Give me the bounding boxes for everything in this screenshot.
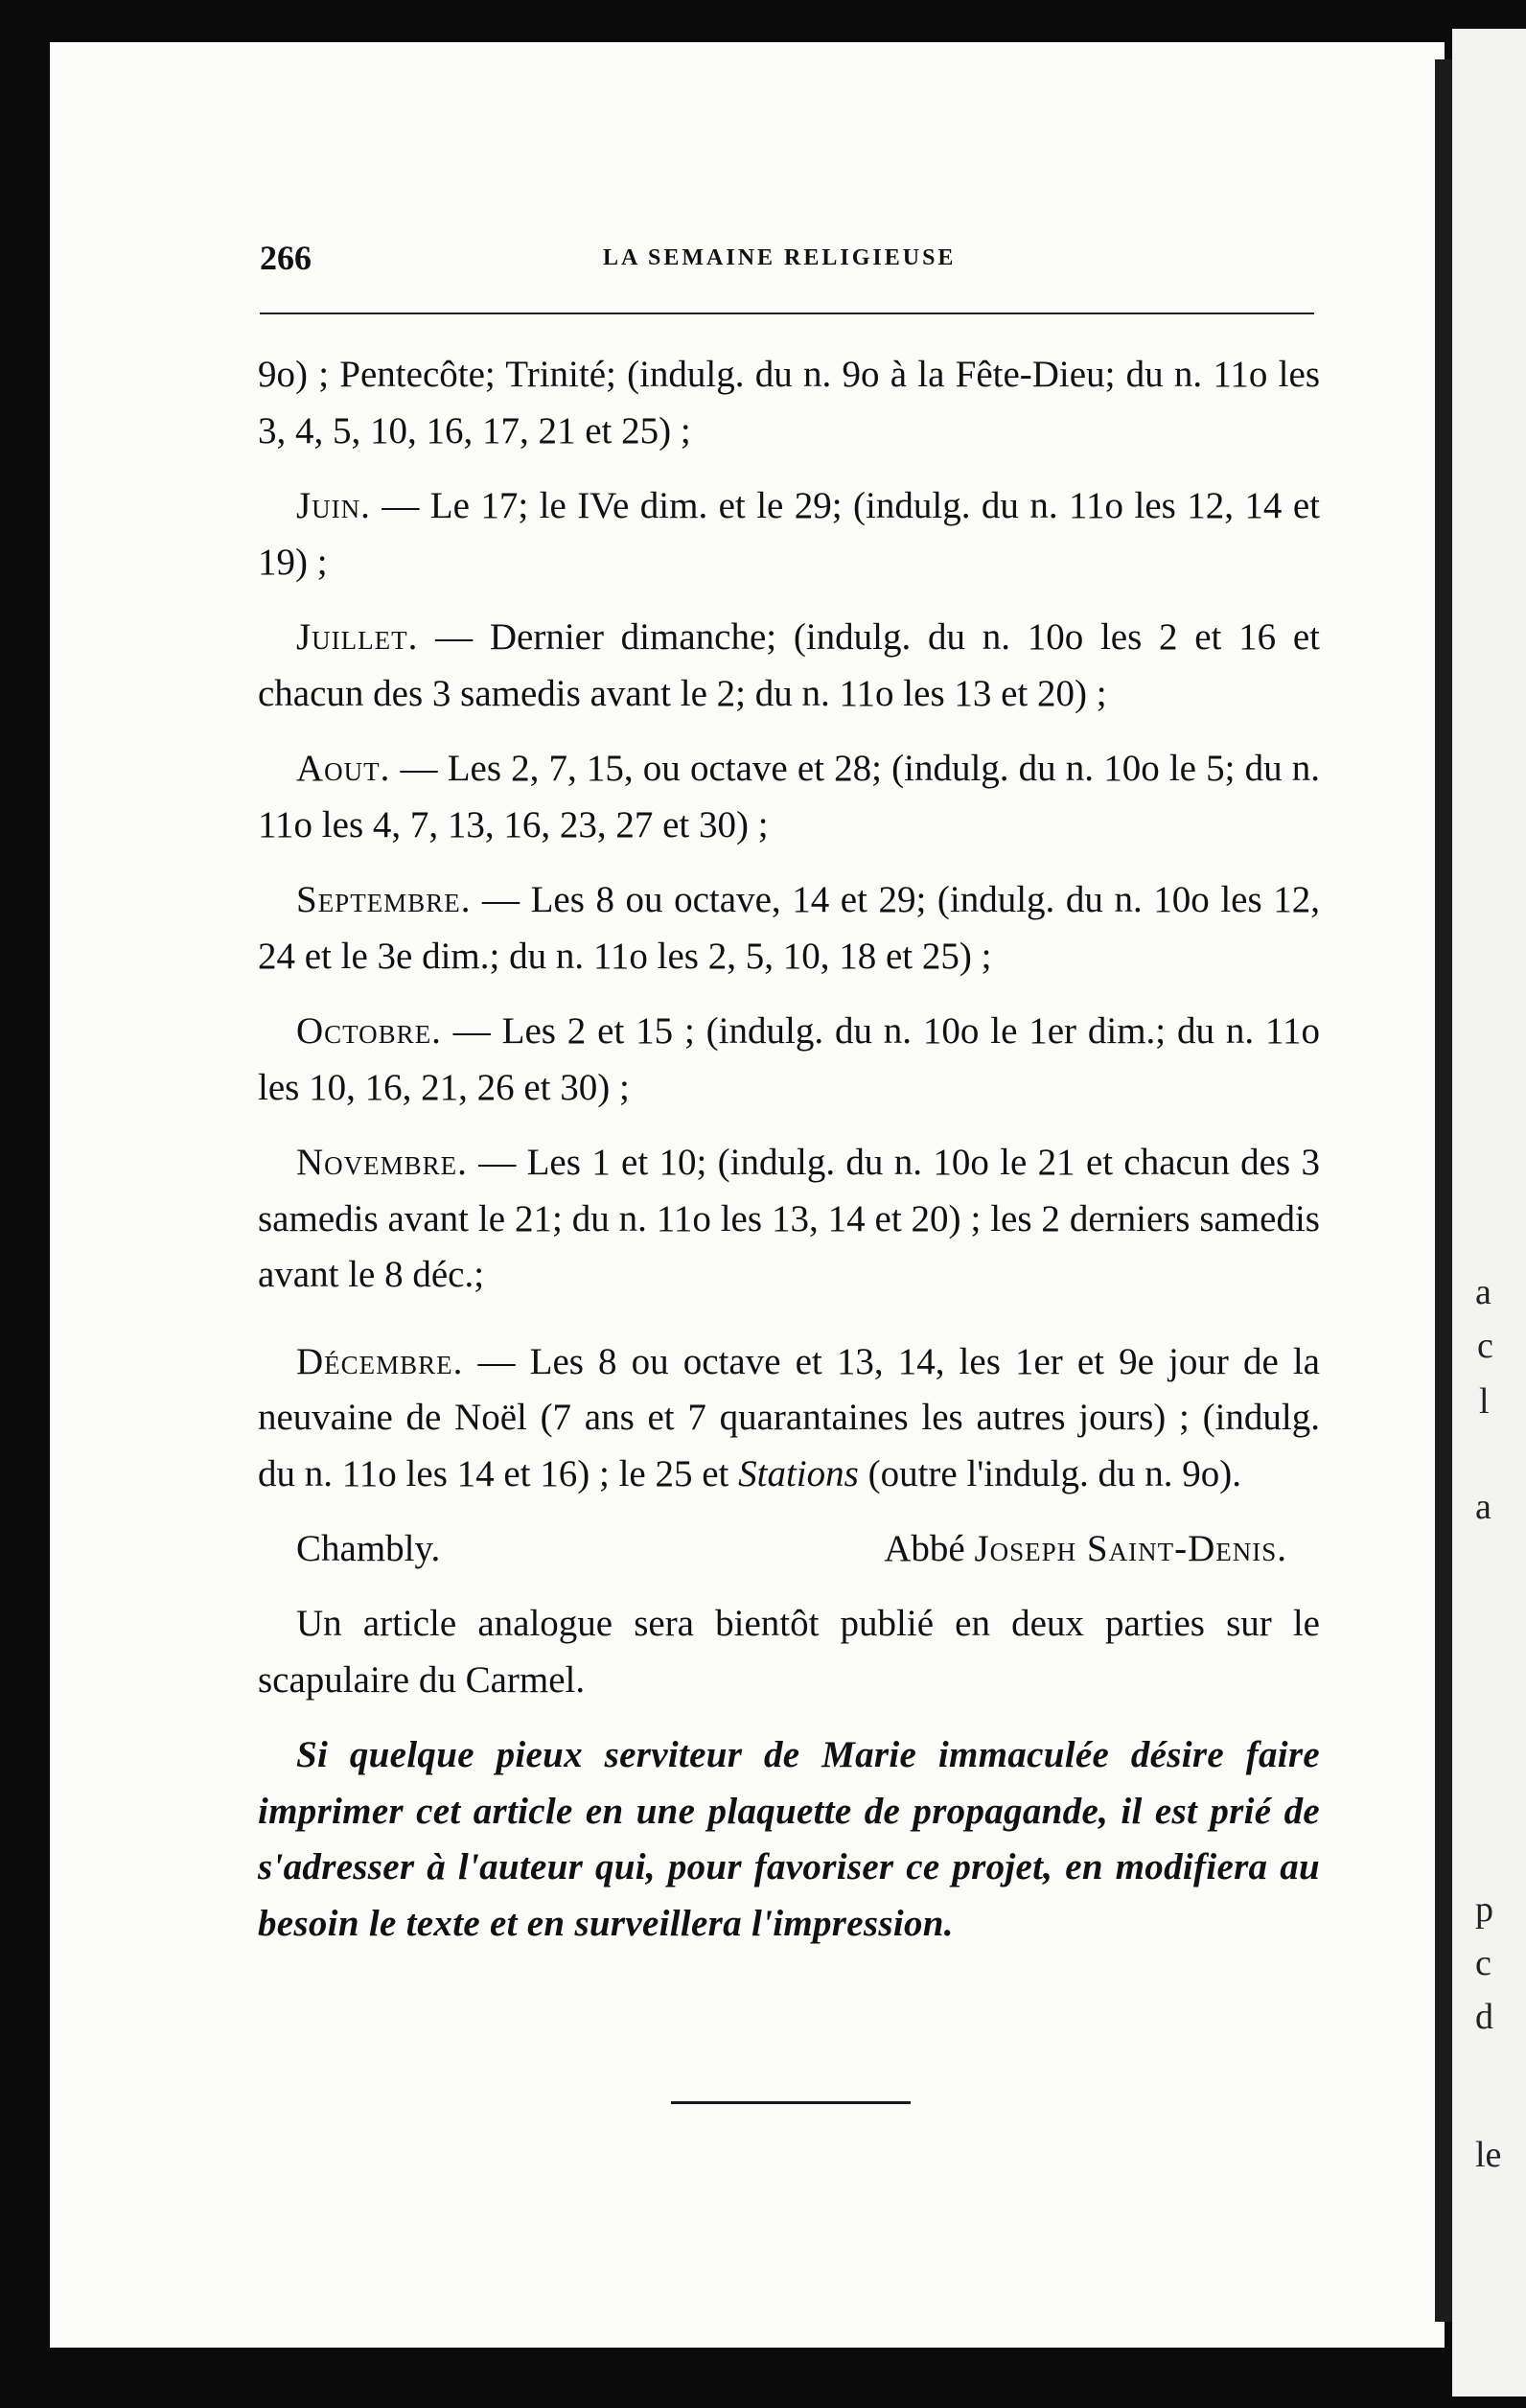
- paragraph-text: 9o) ; Pentecôte; Trinité; (indulg. du n. 9o à la Fête-Dieu; du n. 11o les 3, 4, 5, 10, 16, 17, 21 et 25) ;: [258, 354, 1320, 452]
- paragraph-text: — Les 2 et 15 ; (indulg. du n. 10o le 1er dim.; du n. 11o les 10, 16, 21, 26 et 30) ;: [258, 1010, 1320, 1108]
- paragraph-italic-note: [258, 1727, 1320, 1952]
- paragraph-text: — Dernier dimanche; (indulg. du n. 10o les 2 et 16 et chacun des 3 samedis avant le 2; du n. 11o les 13 et 20) ;: [258, 616, 1320, 714]
- adjacent-fragment: l: [1479, 1381, 1490, 1422]
- adjacent-page: [1452, 29, 1526, 2396]
- paragraph-novembre: [258, 1135, 1320, 1304]
- page-header: [260, 238, 1314, 286]
- page-number: 266: [260, 239, 312, 277]
- adjacent-fragment: a: [1475, 1487, 1491, 1527]
- running-title: LA SEMAINE RELIGIEUSE: [603, 245, 957, 270]
- paragraph-text: — Le 17; le IVe dim. et le 29; (indulg. du n. 11o les 12, 14 et 19) ;: [258, 485, 1320, 583]
- paragraph-continuation: [258, 347, 1320, 459]
- adjacent-fragment: d: [1475, 1997, 1493, 2037]
- paragraph-text: — Les 1 et 10; (indulg. du n. 10o le 21 et chacun des 3 samedis avant le 21; du n. 11o les 13, 14 et 20) ; les 2 derniers samedis avant le 8 déc.;: [258, 1142, 1320, 1295]
- adjacent-fragment: c: [1477, 1326, 1493, 1366]
- month-label: Juin.: [296, 485, 371, 526]
- adjacent-fragment: le: [1475, 2135, 1502, 2175]
- paragraph-text: — Les 8 ou octave, 14 et 29; (indulg. du n. 10o les 12, 24 et le 3e dim.; du n. 11o les 2, 5, 10, 18 et 25) ;: [258, 879, 1320, 977]
- author-name: Joseph Saint-Denis.: [974, 1528, 1287, 1569]
- paragraph-juillet: [258, 610, 1320, 722]
- signature-author: [884, 1521, 1287, 1578]
- paragraph-text: Un article analogue sera bientôt publié en deux parties sur le scapulaire du Carmel.: [258, 1603, 1320, 1701]
- signature-place: Chambly.: [296, 1528, 441, 1569]
- stations-italic: Stations: [738, 1452, 859, 1494]
- month-label: Juillet.: [296, 616, 419, 658]
- paragraph-juin: [258, 478, 1320, 590]
- paragraph-aout: [258, 741, 1320, 853]
- paragraph-text: — Les 2, 7, 15, ou octave et 28; (indulg. du n. 10o le 5; du n. 11o les 4, 7, 13, 16, 23, 27 et 30) ;: [258, 748, 1320, 845]
- adjacent-fragment: p: [1475, 1889, 1493, 1930]
- paragraph-octobre: [258, 1004, 1320, 1116]
- header-rule: [260, 313, 1314, 314]
- paragraph-note: [258, 1596, 1320, 1708]
- month-label: Octobre.: [296, 1010, 442, 1052]
- page-edge-shadow: [1435, 59, 1452, 2322]
- adjacent-fragment: c: [1475, 1943, 1491, 1983]
- article-body: [258, 347, 1320, 1952]
- paragraph-text: (outre l'indulg. du n. 9o).: [858, 1452, 1241, 1494]
- author-prefix: Abbé: [884, 1528, 975, 1569]
- month-label: Novembre.: [296, 1142, 468, 1183]
- paragraph-text: — Les 8 ou octave et 13, 14, les 1er et 9e jour de la neuvaine de Noël (7 ans et 7 quarantaines les autres jours) ; (indulg. du n. 11o les 14 et 16) ; le 25 et: [258, 1340, 1320, 1494]
- month-label: Septembre.: [296, 879, 472, 920]
- month-label: Décembre.: [296, 1340, 464, 1382]
- paragraph-septembre: [258, 872, 1320, 984]
- paragraph-decembre: [258, 1334, 1320, 1503]
- month-label: Aout.: [296, 748, 391, 789]
- paragraph-text: Si quelque pieux serviteur de Marie immaculée désire faire imprimer cet article en une plaquette de propagande, il est prié de s'adresser à l'auteur qui, pour favoriser ce projet, en modifiera au besoin le texte et en surveillera l'impression.: [258, 1734, 1320, 1944]
- signature-line: [258, 1521, 1320, 1577]
- adjacent-fragment: a: [1475, 1272, 1491, 1312]
- closing-rule: [671, 2101, 911, 2104]
